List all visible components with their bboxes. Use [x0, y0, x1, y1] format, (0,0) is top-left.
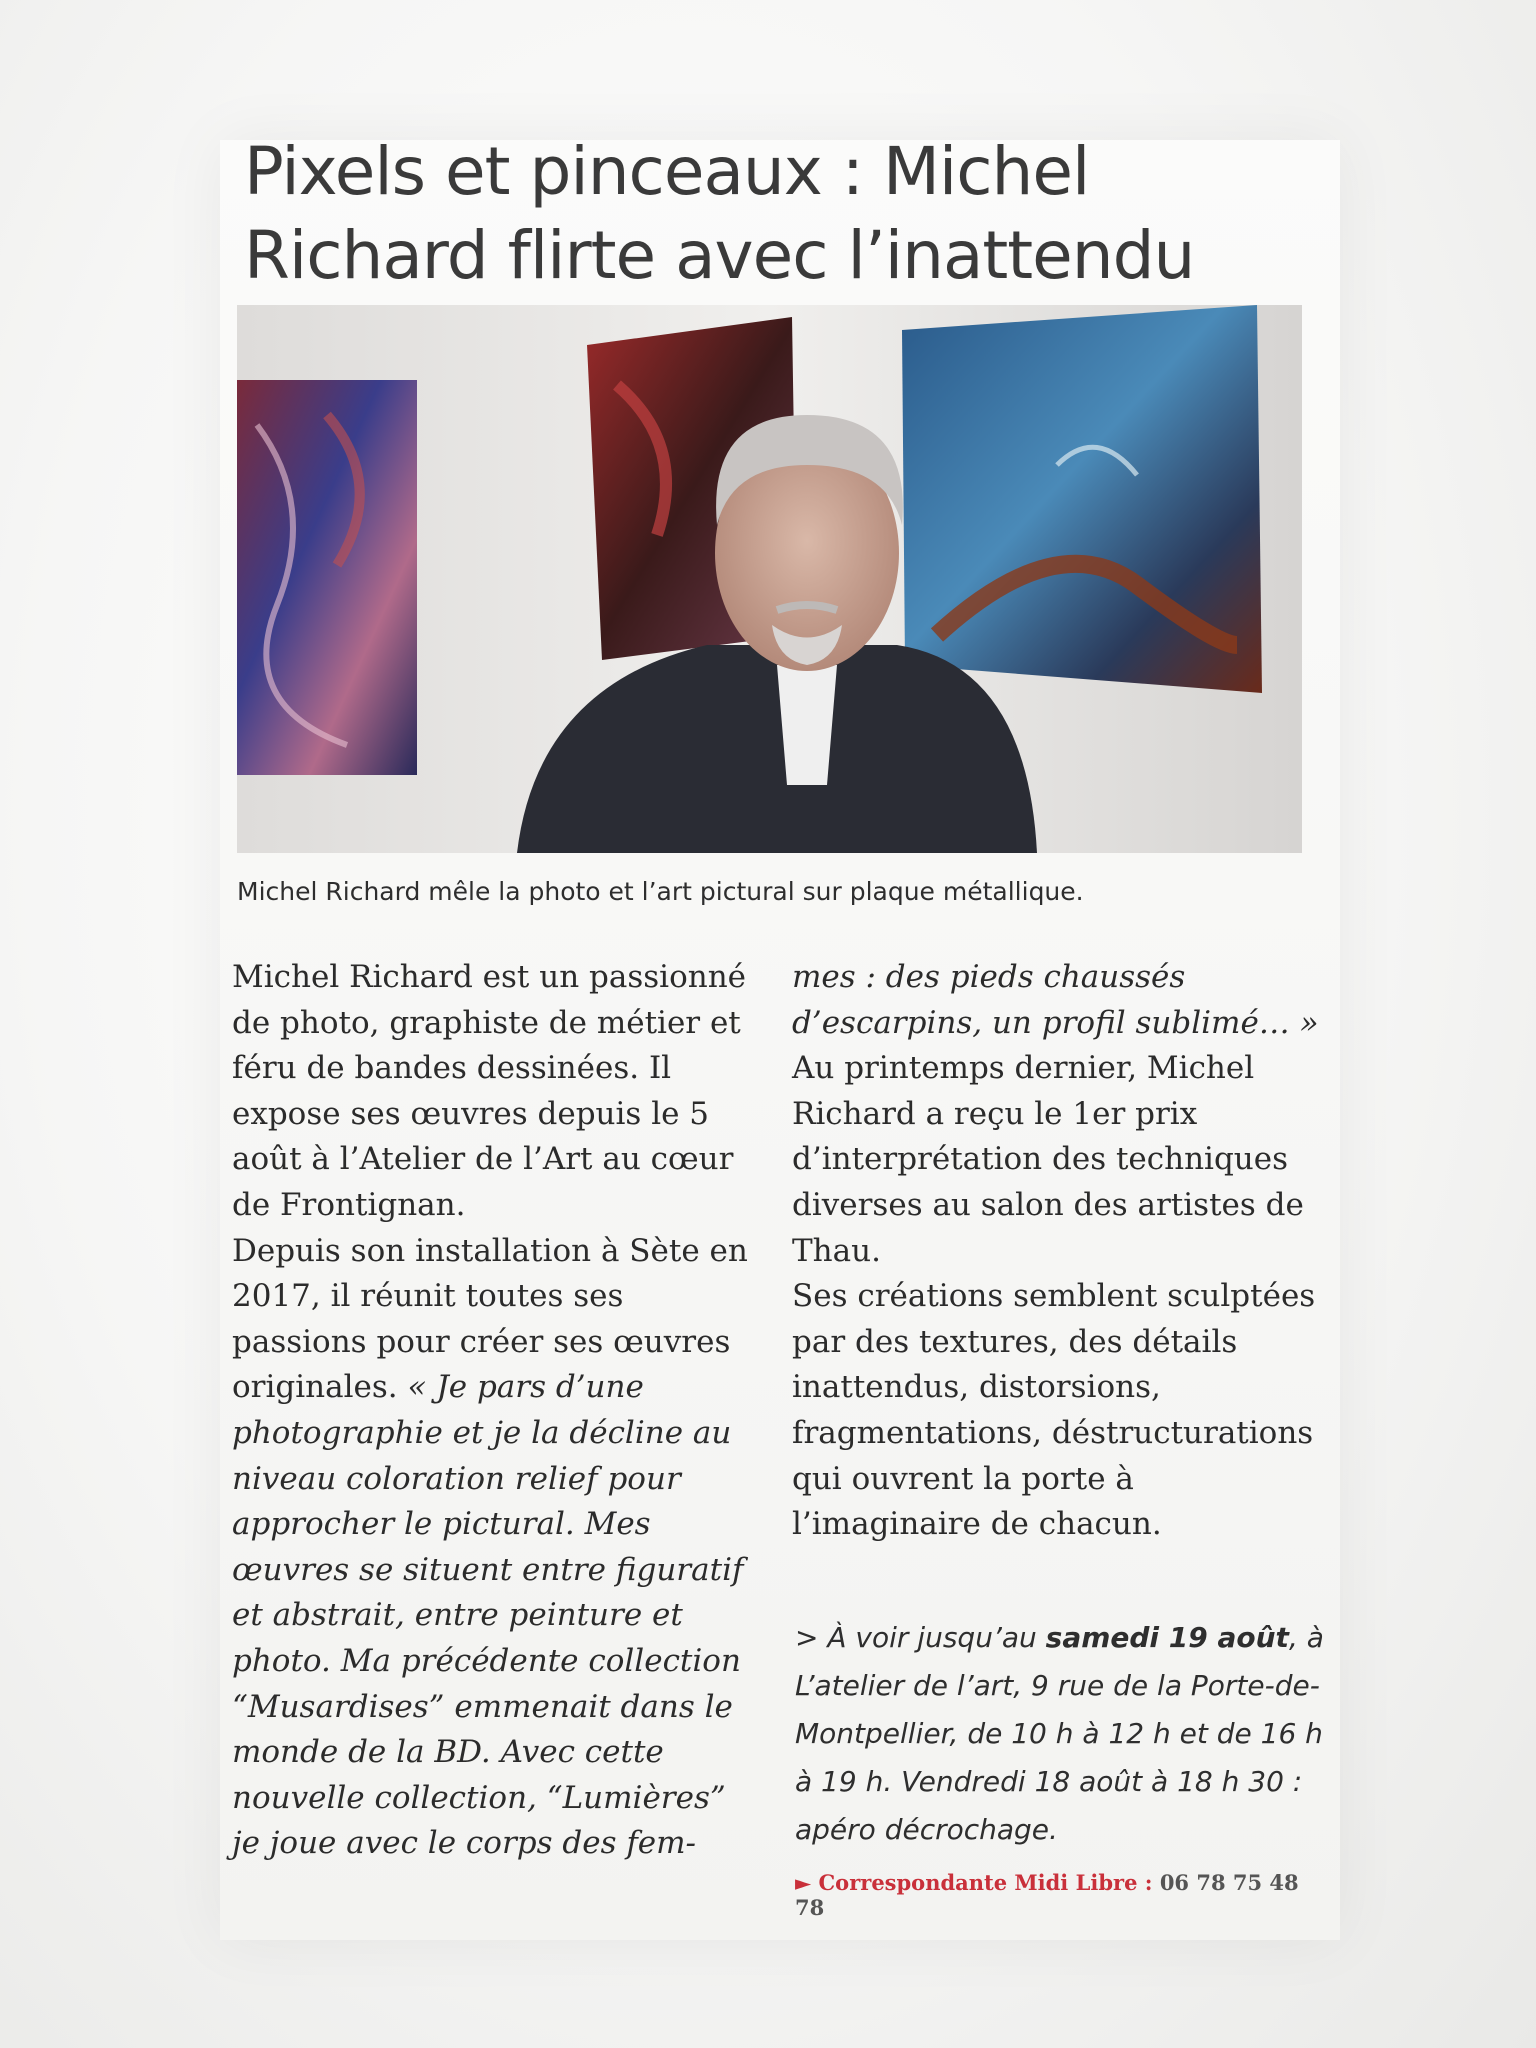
article-column-right: [792, 955, 1332, 1548]
paragraph-installation: Depuis son installation à Sète en 2017, il réunit toutes ses passions pour créer ses œuvres originales. « Je pars d’une photographie et je la décline au niveau coloration relief pour approcher le pictural. Mes œuvres se situent entre figuratif et abstrait, entre peinture et photo. Ma précédente collection “Musardises” emmenait dans le monde de la BD. Avec cette nouvelle collection, “Lumières” je joue avec le corps des fem-: [232, 1232, 748, 1862]
artist-quote-end: mes : des pieds chaussés d’escarpins, un profil sublimé… »: [792, 959, 1319, 1041]
paragraph-award: Au printemps dernier, Michel Richard a reçu le 1er prix d’interprétation des techniques diverses au salon des artistes de Thau.: [792, 1050, 1304, 1269]
credit-phone: 06 78 75 48 78: [795, 1870, 1299, 1920]
paragraph-creations: Ses créations semblent sculptées par des textures, des détails inattendus, distorsions, fragmentations, déstructurations qui ouvrent la porte à l’imaginaire de chacun.: [792, 1278, 1316, 1543]
event-info: > À voir jusqu’au samedi 19 août, à L’atelier de l’art, 9 rue de la Porte-de-Montpellier, de 10 h à 12 h et de 16 h à 19 h. Vendredi 18 août à 18 h 30 : apéro décrochage.: [795, 1621, 1324, 1846]
artist-quote: « Je pars d’une photographie et je la décline au niveau coloration relief pour approcher le pictural. Mes œuvres se situent entre figuratif et abstrait, entre peinture et photo. Ma précédente collection “Musardises” emmenait dans le monde de la BD. Avec cette nouvelle collection, “Lumières” je joue avec le corps des fem-: [232, 1369, 744, 1862]
credit-label: Correspondante Midi Libre :: [818, 1870, 1153, 1895]
arrow-icon: ►: [795, 1870, 812, 1895]
event-date: samedi 19 août: [1045, 1621, 1289, 1654]
article-headline: [244, 130, 1304, 298]
paragraph-intro: Michel Richard est un passionné de photo, graphiste de métier et féru de bandes dessinées. Il expose ses œuvres depuis le 5 août à l’Atelier de l’Art au cœur de Frontignan.: [232, 959, 747, 1223]
headline-line-2: Richard flirte avec l’inattendu: [244, 217, 1195, 294]
photo-caption: Michel Richard mêle la photo et l’art pictural sur plaque métallique.: [237, 877, 1084, 906]
article-column-left: [232, 955, 752, 1867]
article-photo: [237, 305, 1302, 853]
headline-line-1: Pixels et pinceaux : Michel: [244, 133, 1090, 210]
correspondent-credit: [795, 1870, 1335, 1920]
